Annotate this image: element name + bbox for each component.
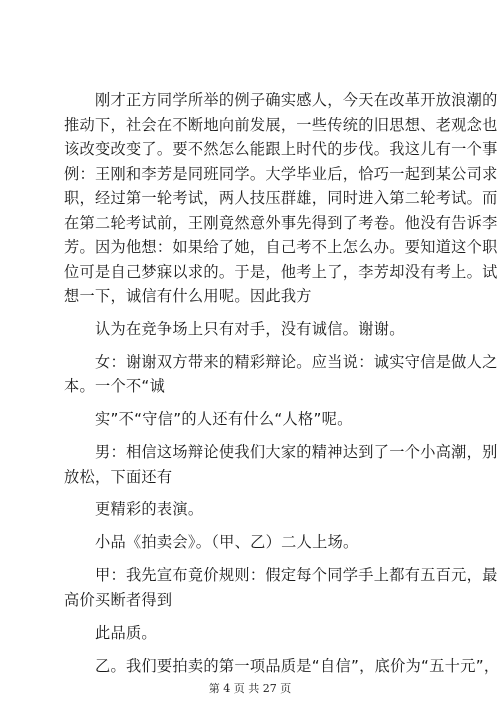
text-line: 职，经过第一轮考试，两人技压群雄，同时进入第二轮考试。而 bbox=[64, 189, 498, 207]
page-footer: 第 4 页 共 27 页 bbox=[208, 682, 292, 695]
text-line: 实”不“守信”的人还有什么“人格”呢。 bbox=[64, 410, 353, 429]
text-line: 该改变改变了。要不然怎么能跟上时代的步伐。我这儿有一个事 bbox=[64, 140, 498, 158]
text-line: 小品《拍卖会》。（甲、乙）二人上场。 bbox=[64, 533, 359, 552]
text-line: 推动下，社会在不断地向前发展，一些传统的旧思想、老观念也 bbox=[64, 115, 498, 134]
text-line: 放松，下面还有 bbox=[64, 467, 173, 486]
text-line: 认为在竞争场上只有对手，没有诚信。谢谢。 bbox=[64, 319, 405, 338]
text-line: 本。一个不“诚 bbox=[64, 377, 166, 396]
text-line: 此品质。 bbox=[64, 623, 157, 642]
text-line: 女：谢谢双方带来的精彩辩论。应当说：诚实守信是做人之 bbox=[64, 352, 498, 371]
text-line: 位可是自己梦寐以求的。于是，他考上了，李芳却没有考上。试 bbox=[64, 262, 498, 281]
text-line: 更精彩的表演。 bbox=[64, 500, 204, 519]
document-body bbox=[64, 88, 500, 678]
text-line: 刚才正方同学所举的例子确实感人，今天在改革开放浪潮的 bbox=[64, 91, 498, 109]
text-line: 甲：我先宣布竟价规则：假定每个同学手上都有五百元，最 bbox=[64, 566, 498, 585]
text-line: 想一下，诚信有什么用呢。因此我方 bbox=[64, 287, 312, 305]
text-line: 例：王刚和李芳是同班同学。大学毕业后，恰巧一起到某公司求 bbox=[64, 164, 498, 183]
text-line: 在第二轮考试前，王刚竟然意外事先得到了考卷。他没有告诉李 bbox=[64, 213, 498, 232]
text-line: 高价买断者得到 bbox=[64, 590, 173, 609]
text-line: 乙。我们要拍卖的第一项品质是“自信”，底价为“五十元”， bbox=[64, 656, 500, 675]
text-line: 芳。因为他想：如果给了她，自己考不上怎么办。要知道这个职 bbox=[64, 238, 498, 256]
text-line: 男：相信这场辩论使我们大家的精神达到了一个小高潮，别 bbox=[64, 443, 498, 462]
